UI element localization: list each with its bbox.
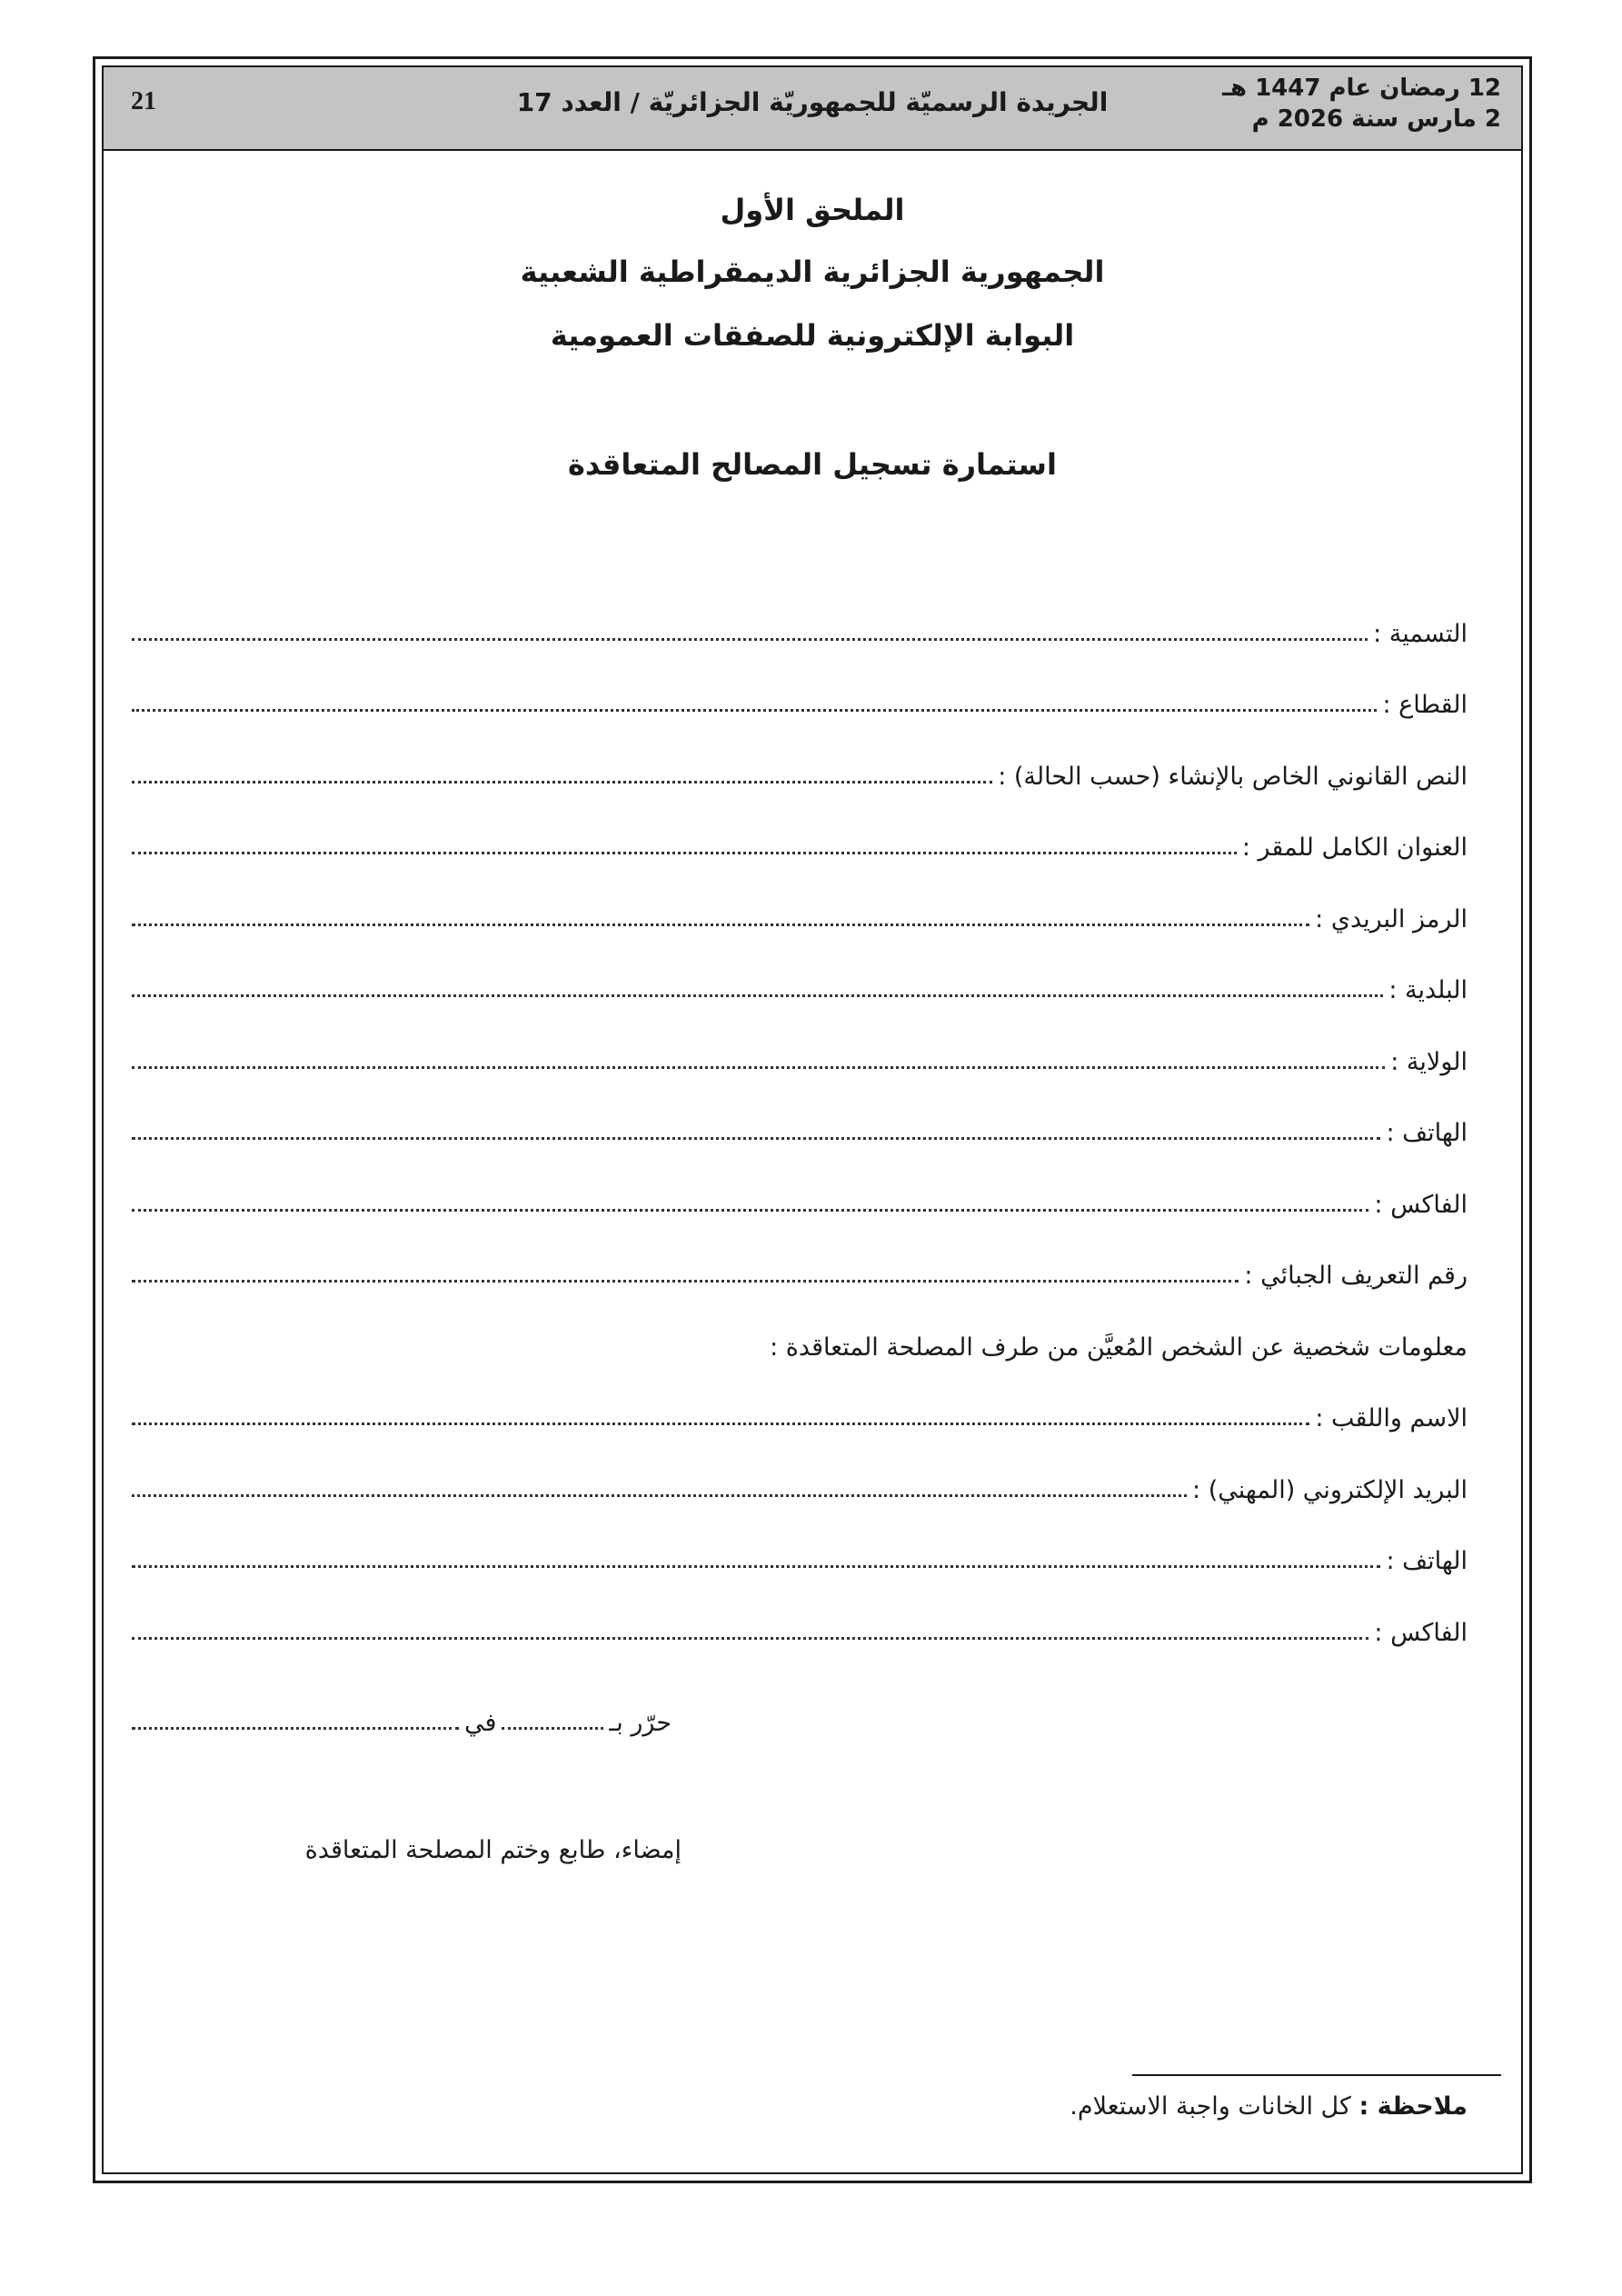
page-number: 21 bbox=[131, 87, 156, 115]
fill-line bbox=[132, 1726, 459, 1730]
fill-line bbox=[132, 993, 1383, 997]
field-label: الهاتف : bbox=[1386, 1119, 1468, 1147]
field-postal-code bbox=[132, 862, 1468, 933]
registration-form bbox=[132, 576, 1468, 1647]
fill-line bbox=[132, 1065, 1385, 1069]
field-label: النص القانوني الخاص بالإنشاء (حسب الحالة) : bbox=[998, 762, 1468, 791]
field-label: الفاكس : bbox=[1374, 1190, 1468, 1219]
field-label: التسمية : bbox=[1373, 619, 1468, 648]
personal-info-heading bbox=[132, 1290, 1468, 1362]
written-at-label: حرّر بـ bbox=[609, 1709, 672, 1737]
fill-line bbox=[132, 851, 1237, 854]
note-text: كل الخانات واجبة الاستعلام. bbox=[1070, 2092, 1351, 2121]
field-fax bbox=[132, 1147, 1468, 1219]
note-divider bbox=[1132, 2074, 1501, 2076]
note-label: ملاحظة : bbox=[1358, 2092, 1468, 2121]
fill-line bbox=[132, 923, 1309, 926]
form-title: استمارة تسجيل المصالح المتعاقدة bbox=[568, 447, 1057, 482]
header-title: الجريدة الرسميّة للجمهوريّة الجزائريّة / العدد 17 bbox=[516, 87, 1109, 117]
fill-line bbox=[132, 1422, 1309, 1425]
fill-line bbox=[132, 1208, 1368, 1212]
fill-line bbox=[502, 1726, 603, 1730]
place-date-line bbox=[132, 1709, 677, 1737]
portal-title: البوابة الإلكترونية للصفقات العمومية bbox=[550, 318, 1075, 353]
fill-line bbox=[132, 708, 1377, 712]
field-email bbox=[132, 1433, 1468, 1504]
field-designation bbox=[132, 576, 1468, 648]
footnote bbox=[1070, 2092, 1468, 2121]
field-label: الهاتف : bbox=[1386, 1547, 1468, 1575]
country-title: الجمهورية الجزائرية الديمقراطية الشعبية bbox=[520, 255, 1105, 289]
field-personal-fax bbox=[132, 1575, 1468, 1647]
fill-line bbox=[132, 1493, 1187, 1497]
field-full-name bbox=[132, 1362, 1468, 1433]
gazette-header bbox=[104, 67, 1521, 151]
field-label: رقم التعريف الجبائي : bbox=[1244, 1262, 1468, 1290]
field-label: الولاية : bbox=[1390, 1047, 1468, 1076]
section-heading: معلومات شخصية عن الشخص المُعيَّن من طرف المصلحة المتعاقدة : bbox=[770, 1333, 1468, 1362]
field-label: البريد الإلكتروني (المهني) : bbox=[1192, 1475, 1468, 1504]
header-date bbox=[1222, 73, 1501, 135]
field-label: القطاع : bbox=[1382, 691, 1468, 719]
on-label: في bbox=[463, 1709, 497, 1737]
annex-title: الملحق الأول bbox=[720, 193, 905, 227]
fill-line bbox=[132, 1136, 1380, 1140]
field-address bbox=[132, 791, 1468, 863]
field-municipality bbox=[132, 933, 1468, 1005]
field-label: الاسم واللقب : bbox=[1315, 1404, 1468, 1433]
field-tax-id bbox=[132, 1219, 1468, 1291]
field-label: البلدية : bbox=[1388, 976, 1468, 1004]
fill-line bbox=[132, 637, 1368, 641]
field-sector bbox=[132, 648, 1468, 720]
field-label: الفاكس : bbox=[1374, 1618, 1468, 1647]
field-phone bbox=[132, 1076, 1468, 1148]
field-legal-text bbox=[132, 719, 1468, 791]
header-date-hijri: 12 رمضان عام 1447 هـ bbox=[1222, 75, 1501, 102]
signature-caption: إمضاء، طابع وختم المصلحة المتعاقدة bbox=[304, 1836, 682, 1864]
fill-line bbox=[132, 1279, 1239, 1283]
field-label: العنوان الكامل للمقر : bbox=[1241, 834, 1468, 862]
field-label: الرمز البريدي : bbox=[1315, 904, 1468, 933]
header-date-gregorian: 2 مارس سنة 2026 م bbox=[1251, 105, 1501, 133]
field-personal-phone bbox=[132, 1504, 1468, 1576]
fill-line bbox=[132, 1564, 1380, 1568]
fill-line bbox=[132, 780, 992, 784]
field-province bbox=[132, 1004, 1468, 1076]
fill-line bbox=[132, 1636, 1368, 1640]
